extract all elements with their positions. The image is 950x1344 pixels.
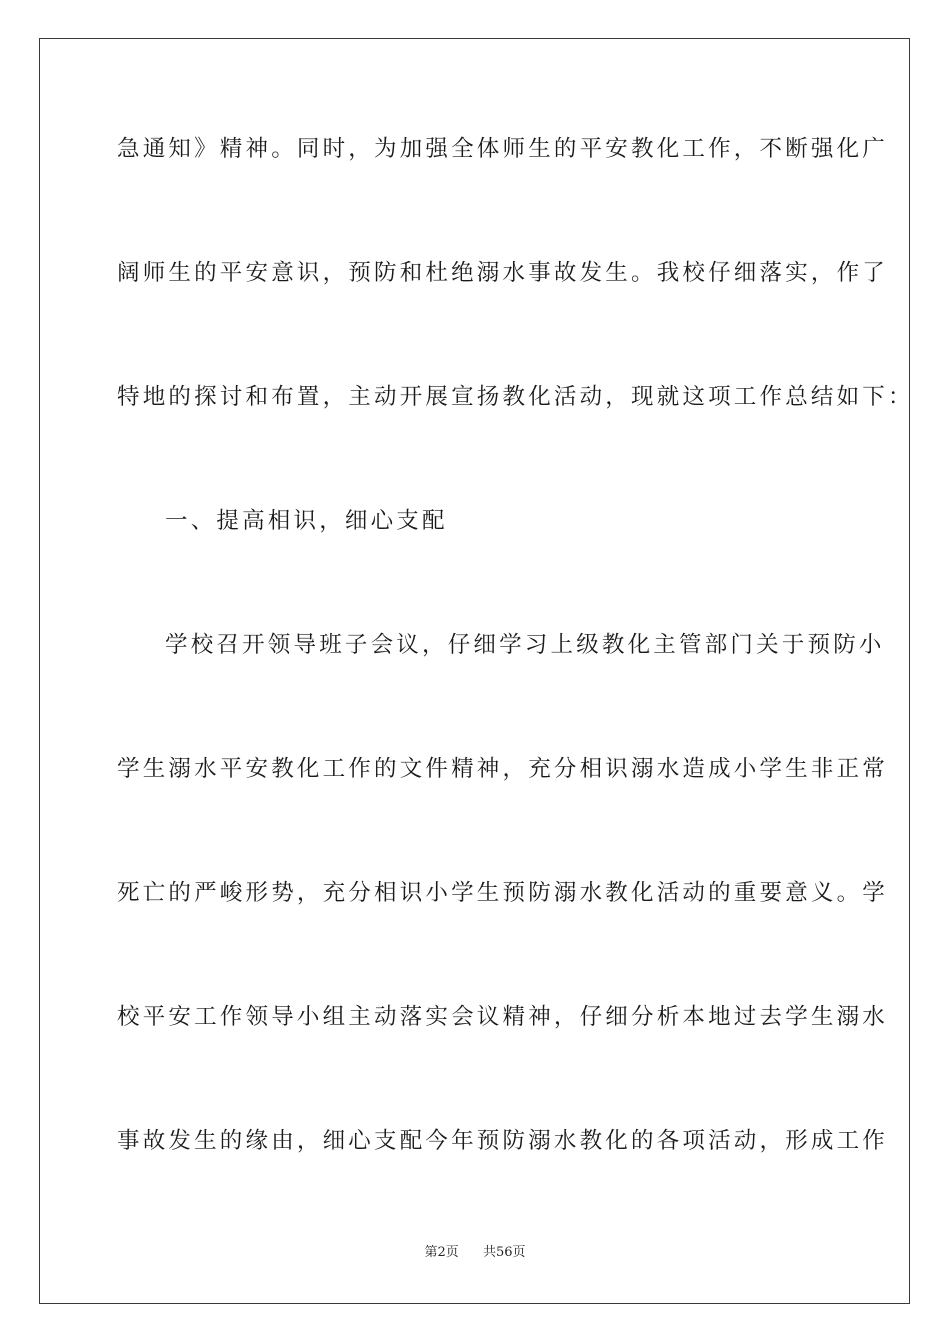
- page-border: [39, 38, 914, 1304]
- text-line-9: 事故发生的缘由，细心支配今年预防溺水教化的各项活动，形成工作: [117, 1128, 889, 1154]
- page-footer: [0, 1244, 950, 1262]
- text-line-1: 急通知》精神。同时，为加强全体师生的平安教化工作，不断强化广: [117, 136, 889, 162]
- text-line-5: 学校召开领导班子会议，仔细学习上级教化主管部门关于预防小: [165, 632, 885, 658]
- total-pages: 共56页: [483, 1245, 526, 1260]
- page-number: 第2页: [424, 1245, 459, 1260]
- text-line-3: 特地的探讨和布置，主动开展宣扬教化活动，现就这项工作总结如下：: [117, 384, 914, 410]
- text-line-2: 阔师生的平安意识，预防和杜绝溺水事故发生。我校仔细落实，作了: [117, 260, 889, 286]
- text-line-6: 学生溺水平安教化工作的文件精神，充分相识溺水造成小学生非正常: [117, 756, 889, 782]
- text-line-8: 校平安工作领导小组主动落实会议精神，仔细分析本地过去学生溺水: [117, 1004, 889, 1030]
- text-line-7: 死亡的严峻形势，充分相识小学生预防溺水教化活动的重要意义。学: [117, 880, 889, 906]
- section-heading: 一、提高相识，细心支配: [165, 508, 448, 534]
